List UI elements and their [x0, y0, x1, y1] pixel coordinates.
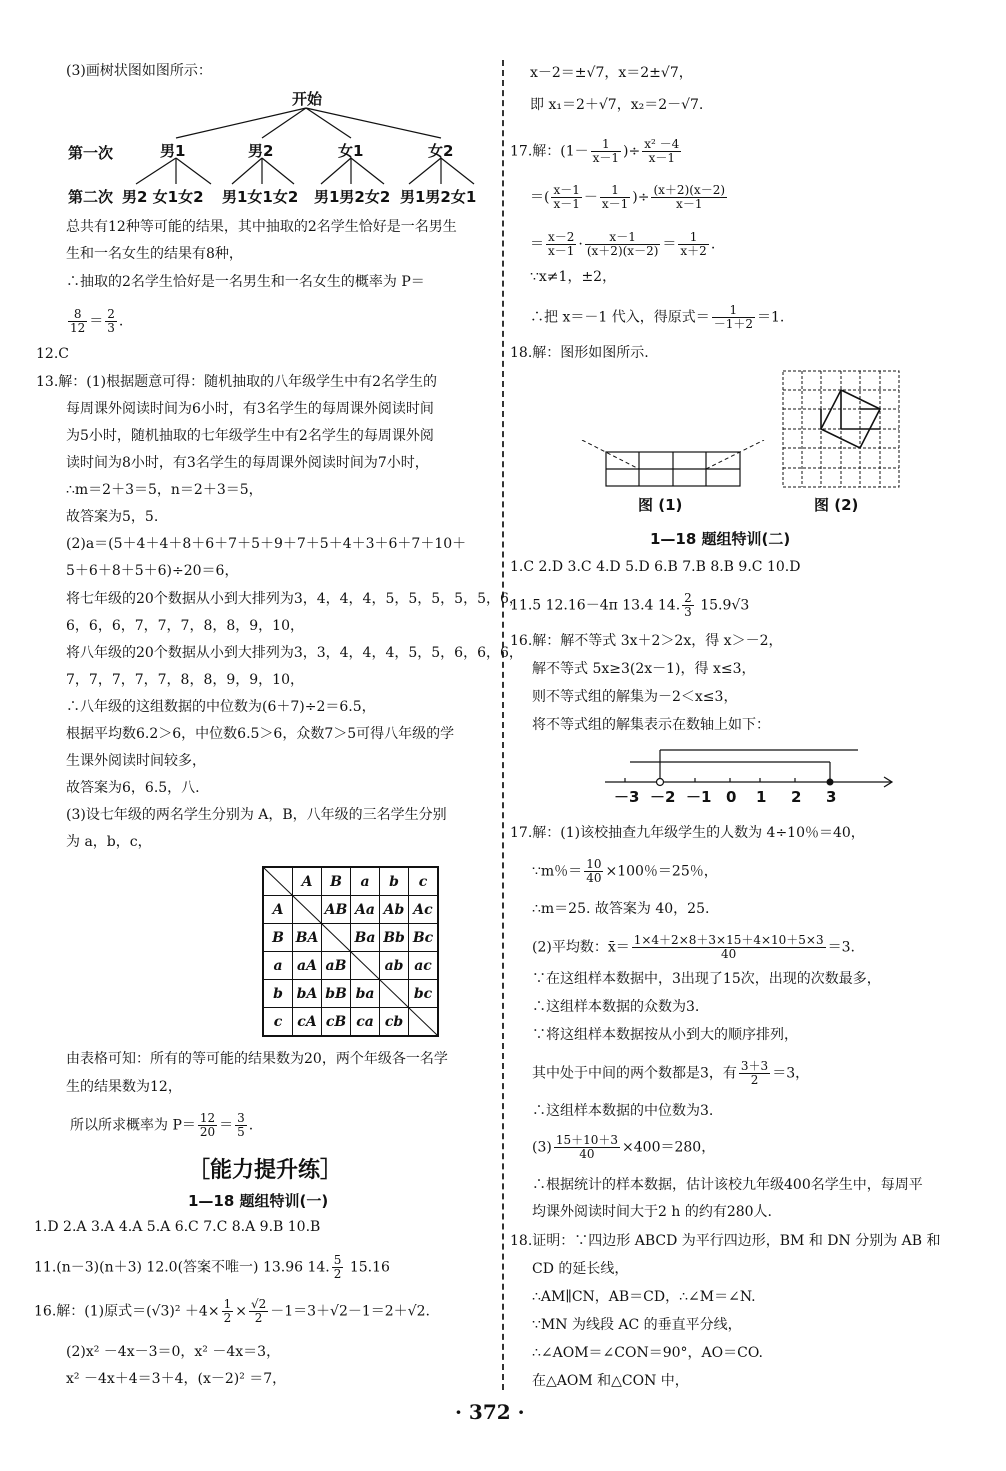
axis-label: －1 — [686, 788, 712, 806]
text-line: 总共有12种等可能的结果，其中抽取的2名学生恰好是一名男生 — [66, 219, 457, 235]
table-cell: B — [322, 867, 351, 896]
text-line: 将不等式组的解集表示在数轴上如下： — [532, 717, 770, 733]
table-cell: ab — [380, 952, 409, 980]
table-cell: Ac — [409, 896, 439, 924]
table-cell: Bc — [409, 924, 439, 952]
figure-2-caption: 图 (2) — [814, 496, 859, 514]
table-cell: A — [263, 896, 293, 924]
table-cell: aB — [322, 952, 351, 980]
text-line: ∴八年级的这组数据的中位数为(6＋7)÷2＝6.5， — [66, 699, 376, 715]
formula-line: ∴把 x＝－1 代入，得原式＝ $\frac{1}{-1+2}$ ＝1. — [530, 303, 785, 331]
text-line: x－2＝±√7，x＝2±√7， — [530, 65, 693, 81]
text-line: ∴AM∥CN，AB＝CD，∴∠M＝∠N. — [532, 1289, 756, 1305]
table-cell: ac — [409, 952, 439, 980]
text-line: ∴根据统计的样本数据，估计该校九年级400名学生中，每周平 — [532, 1177, 923, 1193]
text-line: ∵在这组样本数据中，3出现了15次，出现的次数最多， — [532, 971, 881, 987]
text-line: CD 的延长线， — [532, 1261, 629, 1277]
table-cell: b — [380, 867, 409, 896]
text-line: 读时间为8小时，有3名学生的每周课外阅读时间为7小时， — [66, 455, 429, 471]
text-line: ∵将这组样本数据按从小到大的顺序排列， — [532, 1027, 798, 1043]
text-line: 故答案为6，6.5，八. — [66, 780, 200, 796]
axis-label: 3 — [826, 788, 837, 806]
table-cell: a — [263, 952, 293, 980]
text-line: ∵x≠1，±2， — [530, 269, 617, 285]
formula-line: 16.解：(1)原式＝(√3)² ＋4× $\frac{1}{2}$ × $\frac{√2}{2}$ －1＝3＋√2－1＝2＋√2. — [34, 1297, 430, 1325]
table-cell: Aa — [351, 896, 380, 924]
table-cell: bA — [293, 980, 322, 1008]
tree-node: 男2 — [248, 142, 274, 160]
text-line: ∵MN 为线段 AC 的垂直平分线， — [532, 1317, 742, 1333]
text-line: 16.解：解不等式 3x＋2＞2x，得 x＞－2， — [510, 633, 783, 649]
table-cell: Ba — [351, 924, 380, 952]
formula-line: ∵m％＝ $\frac{10}{40}$ ×100％＝25％， — [532, 857, 718, 885]
axis-label: －3 — [614, 788, 640, 806]
tree-leaves: 男1女1女2 — [222, 188, 299, 206]
outcome-table — [262, 866, 439, 1037]
tree-node: 男1 — [160, 142, 186, 160]
table-cell-diagonal — [380, 980, 409, 1008]
table-cell: A — [293, 867, 322, 896]
tree-leaves: 男1男2女2 — [314, 188, 391, 206]
text-line: 为5小时，随机抽取的七年级学生中有2名学生的每周课外阅 — [66, 428, 434, 444]
text-line: ∴这组样本数据的中位数为3. — [532, 1103, 714, 1119]
table-cell: c — [409, 867, 439, 896]
text-line: 生和一名女生的结果有8种， — [66, 246, 243, 262]
answer-line: 12.C — [36, 346, 69, 362]
table-cell: b — [263, 980, 293, 1008]
tree-diagram — [66, 86, 496, 186]
table-cell: cB — [322, 1008, 351, 1037]
formula-line: 所以所求概率为 P＝ $\frac{12}{20}$ ＝ $\frac{3}{5}$ . — [70, 1111, 254, 1139]
answer-line: 11.5 12.16－4π 13.4 14. $\frac{2}{3}$ 15.9√3 — [510, 591, 750, 619]
text-line: ∴m＝2＋3＝5，n＝2＋3＝5， — [66, 482, 263, 498]
text-line: 5＋6＋8＋5＋6)÷20＝6， — [66, 563, 239, 579]
answer-line: 1.C 2.D 3.C 4.D 5.D 6.B 7.B 8.B 9.C 10.D — [510, 559, 801, 575]
sub-title: 1—18 题组特训(二) — [650, 530, 791, 548]
tree-node: 女1 — [338, 142, 364, 160]
table-cell: cb — [380, 1008, 409, 1037]
text-line: 6，6，6，7，7，7，8，8，9，10， — [66, 618, 304, 634]
text-line: 将八年级的20个数据从小到大排列为3，3，4，4，4，5，5，6，6，6， — [66, 645, 523, 661]
table-cell: B — [263, 924, 293, 952]
text-line: 13.解：(1)根据题意可得：随机抽取的八年级学生中有2名学生的 — [36, 374, 438, 390]
text-line: 将七年级的20个数据从小到大排列为3，4，4，4，5，5，5，5，5，6， — [66, 591, 523, 607]
table-cell: a — [351, 867, 380, 896]
table-cell: cA — [293, 1008, 322, 1037]
tree-root: 开始 — [292, 90, 323, 108]
formula-line: 其中处于中间的两个数都是3，有 $\frac{3+3}{2}$ ＝3， — [532, 1059, 810, 1087]
formula-line: ＝ $\frac{x-2}{x-1}$ · $\frac{x-1}{(x+2)(x-2)}$ ＝ $\frac{1}{x+2}$ . — [530, 230, 716, 258]
formula-line: $\frac{8}{12}$ ＝ $\frac{2}{3}$ . — [70, 307, 124, 335]
table-cell: aA — [293, 952, 322, 980]
sub-title: 1—18 题组特训(一) — [188, 1192, 329, 1210]
text-line: (2)x² －4x－3＝0，x² －4x＝3， — [66, 1344, 281, 1360]
table-cell: bc — [409, 980, 439, 1008]
tree-leaves: 男2 女1女2 — [122, 188, 204, 206]
text-line: 每周课外阅读时间为6小时，有3名学生的每周课外阅读时间 — [66, 401, 434, 417]
text-line: 17.解：(1)该校抽查九年级学生的人数为 4÷10％＝40， — [510, 825, 865, 841]
text-line: 即 x₁＝2＋√7，x₂＝2－√7. — [530, 97, 704, 113]
text-line: 解不等式 5x≥3(2x－1)，得 x≤3， — [532, 661, 756, 677]
text-line: 则不等式组的解集为－2＜x≤3， — [532, 689, 738, 705]
figure-1-caption: 图 (1) — [638, 496, 683, 514]
text-line: ∴m＝25. 故答案为 40，25. — [532, 901, 710, 917]
figure-2 — [782, 370, 904, 492]
table-cell-diagonal — [293, 896, 322, 924]
text-line: 均课外阅读时间大于2 h 的约有280人. — [532, 1204, 772, 1220]
axis-label: －2 — [650, 788, 676, 806]
text-line: (2)a＝(5＋4＋4＋8＋6＋7＋5＋9＋7＋5＋4＋3＋6＋7＋10＋ — [66, 536, 467, 552]
page-number: · 372 · — [455, 1400, 525, 1424]
table-cell-diagonal — [409, 1008, 439, 1037]
table-cell-diagonal — [322, 924, 351, 952]
text-line: 根据平均数6.2＞6，中位数6.5＞6，众数7＞5可得八年级的学 — [66, 726, 455, 742]
text-line: ∴抽取的2名学生恰好是一名男生和一名女生的概率为 P＝ — [66, 274, 425, 290]
table-cell: bB — [322, 980, 351, 1008]
tree-node: 女2 — [428, 142, 454, 160]
table-cell-diagonal — [351, 952, 380, 980]
text-line: (3)画树状图如图所示： — [66, 63, 212, 79]
answer-line: 11.(n－3)(n＋3) 12.0(答案不唯一) 13.96 14. $\frac{5}{2}$ 15.16 — [34, 1253, 390, 1281]
text-line: 7，7，7，7，7，8，8，9，9，10， — [66, 672, 304, 688]
section-title: ［能力提升练］ — [188, 1158, 343, 1183]
text-line: 18.解：图形如图所示. — [510, 345, 649, 361]
formula-line: (3) $\frac{15+10+3}{40}$ ×400＝280， — [532, 1133, 716, 1161]
text-line: 在△AOM 和△CON 中， — [532, 1373, 689, 1389]
text-line: ∴这组样本数据的众数为3. — [532, 999, 700, 1015]
tree-second-label: 第二次 — [68, 188, 114, 206]
table-cell: Ab — [380, 896, 409, 924]
table-cell: AB — [322, 896, 351, 924]
formula-line: ＝( $\frac{x-1}{x-1}$ － $\frac{1}{x-1}$ )÷ $\frac{(x+2)(x-2)}{x-1}$ — [530, 183, 726, 211]
figure-1 — [580, 440, 770, 490]
table-cell: c — [263, 1008, 293, 1037]
answer-line: 1.D 2.A 3.A 4.A 5.A 6.C 7.C 8.A 9.B 10.B — [34, 1219, 321, 1235]
text-line: 生的结果数为12， — [66, 1079, 182, 1095]
text-line: ∴∠AOM＝∠CON＝90°，AO＝CO. — [532, 1345, 763, 1361]
axis-label: 1 — [756, 788, 767, 806]
text-line: 为 a，b，c， — [66, 834, 152, 850]
axis-label: 0 — [726, 788, 737, 806]
axis-label: 2 — [791, 788, 802, 806]
table-cell: ca — [351, 1008, 380, 1037]
formula-line: 17.解：(1－ $\frac{1}{x-1}$ )÷ $\frac{\text{x² －4}}{x-1}$ — [510, 137, 680, 165]
table-cell-diagonal — [263, 867, 293, 896]
table-cell: ba — [351, 980, 380, 1008]
text-line: 故答案为5，5. — [66, 509, 159, 525]
text-line: 生课外阅读时间较多， — [66, 753, 206, 769]
formula-line: (2)平均数：x̄＝ $\frac{1\times 4+2\times 8+3\times 15+4\times 10+5\times 3}{40}$ ＝3. — [532, 933, 855, 961]
tree-leaves: 男1男2女1 — [400, 188, 477, 206]
text-line: x² －4x＋4＝3＋4，(x－2)² ＝7， — [66, 1371, 287, 1387]
text-line: 18.证明：∵四边形 ABCD 为平行四边形，BM 和 DN 分别为 AB 和 — [510, 1233, 941, 1249]
table-cell: Bb — [380, 924, 409, 952]
column-divider — [502, 60, 504, 1390]
text-line: (3)设七年级的两名学生分别为 A，B，八年级的三名学生分别 — [66, 807, 447, 823]
table-cell: BA — [293, 924, 322, 952]
text-line: 由表格可知：所有的等可能的结果数为20，两个年级各一名学 — [66, 1051, 448, 1067]
tree-first-label: 第一次 — [68, 144, 114, 162]
number-line — [600, 742, 900, 792]
